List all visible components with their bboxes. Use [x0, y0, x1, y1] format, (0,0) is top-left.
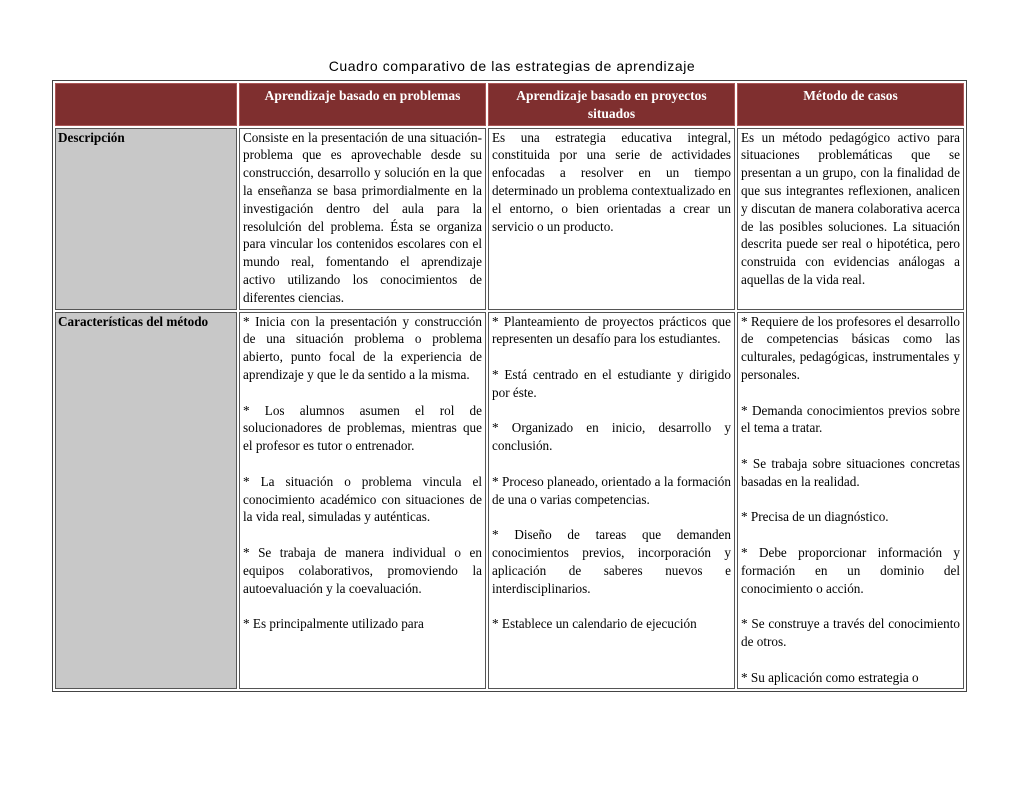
cell-paragraph: * Debe proporcionar información y formación en un dominio del conocimiento o acción. [741, 544, 960, 596]
cell-paragraph: * Requiere de los profesores el desarrollo de competencias básicas como las culturales, pedagógicas, instrumentales y personales. [741, 313, 960, 382]
header-problems: Aprendizaje basado en problemas [239, 83, 486, 126]
cell-paragraph: * Diseño de tareas que demanden conocimientos previos, incorporación y aplicación de saberes nuevos e interdisciplinarios. [492, 527, 731, 596]
cell-paragraph: * Organizado en inicio, desarrollo y conclusión. [492, 420, 731, 454]
table-row [55, 128, 964, 310]
cell-cases [737, 128, 964, 310]
cell-cases [737, 312, 964, 690]
page-title: Cuadro comparativo de las estrategias de aprendizaje [328, 58, 696, 74]
cell-problems [239, 312, 486, 690]
cell-paragraph: * Proceso planeado, orientado a la formación de una o varias competencias. [492, 473, 731, 507]
cell-problems [239, 128, 486, 310]
cell-paragraph: * Inicia con la presentación y construcción de una situación problema o problema abierto, punto focal de la experiencia de aprendizaje y que le da sentido a la misma. [243, 313, 482, 382]
cell-paragraph: Es una estrategia educativa integral, constituida por una serie de actividades enfocadas a resolver en un tiempo determinado un problema contextualizado en el entorno, o bien orientadas a crear un servicio o un producto. [492, 129, 731, 234]
row-label: Descripción [55, 128, 237, 310]
header-blank [55, 83, 237, 126]
cell-paragraph: * Demanda conocimientos previos sobre el tema a tratar. [741, 402, 960, 436]
cell-paragraph: * Su aplicación como estrategia o [741, 669, 919, 685]
table-row [55, 312, 964, 690]
cell-paragraph: * Precisa de un diagnóstico. [741, 509, 889, 525]
cell-paragraph: * Se construye a través del conocimiento de otros. [741, 616, 960, 649]
cell-paragraph: * Está centrado en el estudiante y dirigido por éste. [492, 366, 731, 400]
cell-paragraph: * Se trabaja de manera individual o en equipos colaborativos, promoviendo la autoevaluación y la coevaluación. [243, 544, 482, 596]
cell-paragraph: * Es principalmente utilizado para [243, 616, 424, 632]
cell-paragraph: * Planteamiento de proyectos prácticos que representen un desafío para los estudiantes. [492, 313, 731, 347]
cell-paragraph: * La situación o problema vincula el conocimiento académico con situaciones de la vida real, simuladas y auténticas. [243, 473, 482, 525]
cell-paragraph: Consiste en la presentación de una situación-problema que es aprovechable desde su construcción, desarrollo y solución en la que la enseñanza se basa primordialmente en la investigación dentro del aula para la resolulción del problema. Ésta se organiza para vincular los contenidos escolares con el mundo real, fomentando el aprendizaje activo utilizando los conocimientos de diferentes ciencias. [243, 129, 482, 305]
comparison-table [52, 80, 967, 692]
header-row [55, 83, 964, 126]
cell-paragraph: Es un método pedagógico activo para situaciones problemáticas que se presentan a un grupo, con la finalidad de que sus integrantes reflexionen, analicen y discutan de manera colaborativa acerca de las posibles soluciones. La situación descrita puede ser real o hipotética, pero construida con evidencias análogas a aquellas de la vida real. [741, 129, 960, 287]
cell-paragraph: * Establece un calendario de ejecución [492, 616, 697, 632]
cell-paragraph: * Los alumnos asumen el rol de solucionadores de problemas, mientras que el profesor es tutor o entrenador. [243, 402, 482, 454]
row-label: Características del método [55, 312, 237, 690]
cell-projects [488, 312, 735, 690]
cell-paragraph: * Se trabaja sobre situaciones concretas basadas en la realidad. [741, 455, 960, 489]
header-projects: Aprendizaje basado en proyectos situados [488, 83, 735, 126]
comparison-table-container [52, 80, 967, 800]
cell-projects [488, 128, 735, 310]
header-cases: Método de casos [737, 83, 964, 126]
